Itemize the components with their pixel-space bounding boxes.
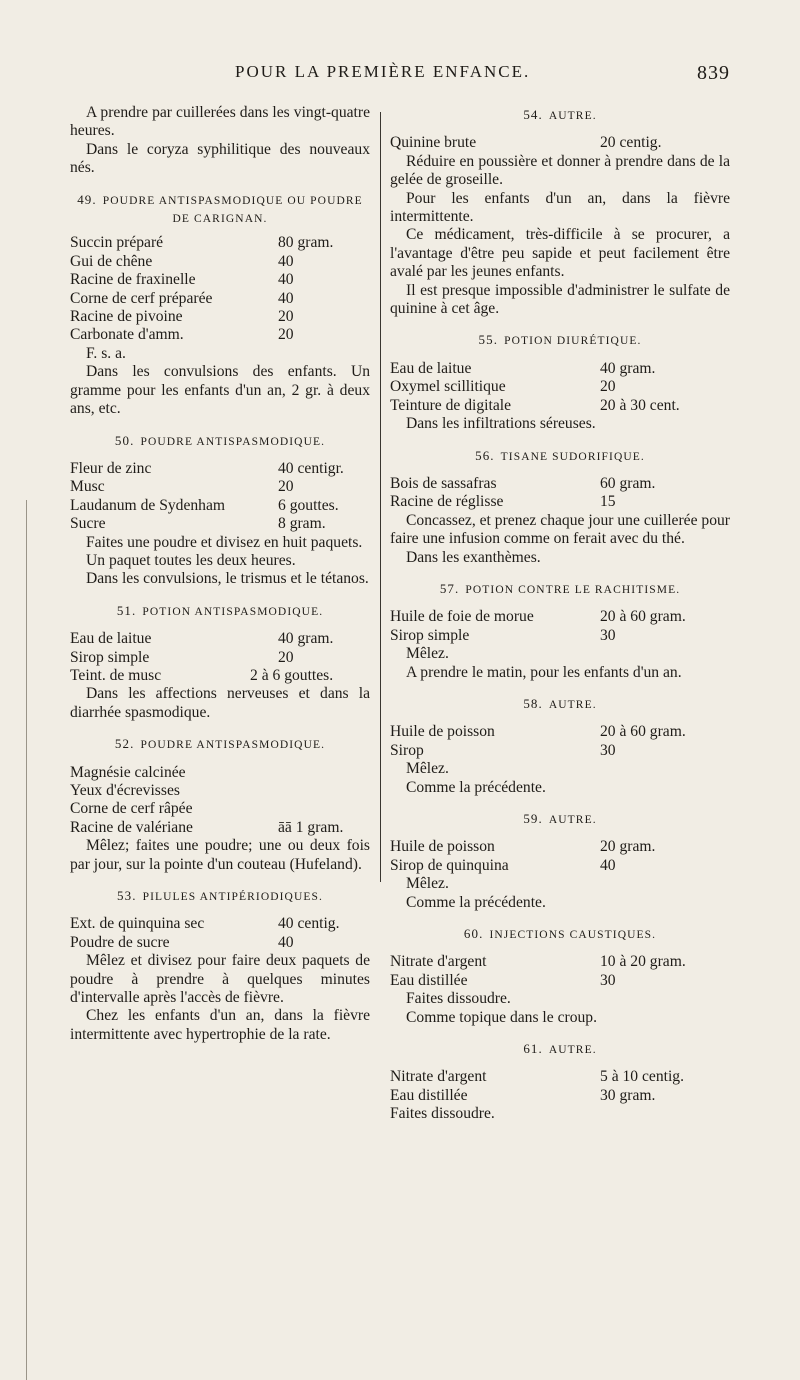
ingredient-row: Nitrate d'argent 10 à 20 gram. xyxy=(390,953,686,971)
ingredient-row: Eau distillée 30 xyxy=(390,971,616,989)
ingredient-row: Huile de foie de morue 20 à 60 gram. xyxy=(390,608,686,626)
instruction: Comme topique dans le croup. xyxy=(406,1008,597,1026)
paragraph: Mêlez et divisez pour faire deux paquets de poudre à prendre à quelques minutes d'intervalle après l'accès de fièvre. xyxy=(70,952,370,1007)
paragraph: Concassez, et prenez chaque jour une cuillerée pour faire une infusion comme on ferait avec du thé. xyxy=(390,511,730,548)
formula-title: 50. POUDRE ANTISPASMODIQUE. xyxy=(114,432,326,448)
ingredient-list xyxy=(70,630,370,685)
instruction: Mêlez. xyxy=(406,760,449,778)
ingredient-row: Huile de poisson 20 à 60 gram. xyxy=(390,723,686,741)
formula-title: 49. POUDRE ANTISPASMODIQUE OU POUDRE DE CARIGNAN. xyxy=(77,191,363,226)
formula-61 xyxy=(390,1040,730,1124)
ingredient-row: Corne de cerf râpée xyxy=(70,800,193,818)
formula-title: 59. AUTRE. xyxy=(523,811,597,826)
paragraph: Pour les enfants d'un an, dans la fièvre intermittente. xyxy=(390,189,730,226)
column-divider xyxy=(380,112,381,882)
page-edge-line xyxy=(26,500,27,1380)
ingredient-row: Nitrate d'argent 5 à 10 centig. xyxy=(390,1068,685,1086)
paragraph: A prendre le matin, pour les enfants d'un an. xyxy=(406,663,682,681)
ingredient-row: Bois de sassafras 60 gram. xyxy=(390,474,656,492)
ingredient-list xyxy=(70,764,370,838)
ingredient-list xyxy=(390,838,730,875)
ingredient-row: Gui de chêne 40 xyxy=(70,252,294,270)
instruction: Comme la précédente. xyxy=(406,893,546,911)
paragraph: Ce médicament, très-difficile à se procurer, a l'avantage d'être peu sapide et peut facilement être avalé par les jeunes enfants. xyxy=(390,226,730,281)
formula-title: 60. INJECTIONS CAUSTIQUES. xyxy=(463,926,657,942)
ingredient-row: Racine de réglisse 15 xyxy=(390,493,616,511)
paragraph: Il est presque impossible d'administrer le sulfate de quinine à cet âge. xyxy=(390,281,730,318)
ingredient-list xyxy=(70,234,370,344)
formula-50 xyxy=(70,432,370,589)
ingredient-row: Sirop 30 xyxy=(390,741,616,759)
ingredient-list xyxy=(390,608,730,645)
ingredient-row: Ext. de quinquina sec 40 centig. xyxy=(70,915,340,933)
paragraph: Dans les convulsions, le trismus et le tétanos. xyxy=(86,570,369,588)
paragraph: Un paquet toutes les deux heures. xyxy=(86,551,296,569)
formula-title: 55. POTION DIURÉTIQUE. xyxy=(478,332,642,348)
formula-54 xyxy=(390,106,730,318)
formula-title: 54. AUTRE. xyxy=(523,107,597,122)
ingredient-row: Teinture de digitale 20 à 30 cent. xyxy=(390,396,680,414)
ingredient-row: Racine de valériane āā 1 gram. xyxy=(70,818,344,836)
page-number: 839 xyxy=(697,62,730,84)
paragraph: Dans les convulsions des enfants. Un gramme pour les enfants d'un an, 2 gr. à deux ans, etc. xyxy=(70,363,370,418)
formula-title: 58. AUTRE. xyxy=(523,695,597,711)
ingredient-row: Yeux d'écrevisses xyxy=(70,782,180,799)
instruction: Faites dissoudre. xyxy=(406,990,511,1008)
ingredient-list xyxy=(390,1068,730,1105)
formula-56 xyxy=(390,447,730,567)
formula-55 xyxy=(390,331,730,433)
ingredient-row: Racine de fraxinelle 40 xyxy=(70,271,294,289)
page-header xyxy=(70,62,730,92)
formula-52 xyxy=(70,735,370,874)
ingredient-row: Sirop de quinquina 40 xyxy=(390,856,616,874)
instruction: F. s. a. xyxy=(86,344,126,362)
ingredient-list xyxy=(390,475,730,512)
paragraph: Réduire en poussière et donner à prendre dans de la gelée de groseille. xyxy=(390,152,730,189)
formula-51 xyxy=(70,602,370,722)
paragraph: Mêlez; faites une poudre; une ou deux fois par jour, sur la pointe d'un couteau (Hufeland). xyxy=(70,837,370,873)
ingredient-list xyxy=(390,360,730,415)
formula-title: 57. POTION CONTRE LE RACHITISME. xyxy=(439,580,681,596)
instruction: Faites dissoudre. xyxy=(390,1105,495,1123)
formula-57 xyxy=(390,580,730,682)
formula-60 xyxy=(390,925,730,1027)
formula-title: 51. POTION ANTISPASMODIQUE. xyxy=(116,602,324,618)
ingredient-row: Musc 20 xyxy=(70,478,294,496)
formula-58 xyxy=(390,695,730,797)
ingredient-row: Poudre de sucre 40 xyxy=(70,933,294,951)
instruction: Mêlez. xyxy=(406,875,449,893)
formula-49 xyxy=(70,191,370,419)
ingredient-row: Quinine brute 20 centig. xyxy=(390,134,662,152)
paragraph: Faites une poudre et divisez en huit paquets. xyxy=(86,533,363,551)
ingredient-row: Laudanum de Sydenham 6 gouttes. xyxy=(70,496,339,514)
ingredient-row: Sucre 8 gram. xyxy=(70,515,326,533)
formula-title: 61. AUTRE. xyxy=(523,1041,597,1057)
ingredient-row: Eau de laitue 40 gram. xyxy=(70,630,334,648)
paragraph: Chez les enfants d'un an, dans la fièvre intermittente avec hypertrophie de la rate. xyxy=(70,1007,370,1043)
instruction: Mêlez. xyxy=(406,645,449,663)
ingredient-list xyxy=(390,134,730,152)
formula-title: 52. POUDRE ANTISPASMODIQUE. xyxy=(114,736,326,752)
ingredient-row: Eau de laitue 40 gram. xyxy=(390,359,656,377)
ingredient-row: Fleur de zinc 40 centigr. xyxy=(70,459,344,477)
formula-title: 56. TISANE SUDORIFIQUE. xyxy=(475,447,645,463)
right-column xyxy=(390,104,730,1124)
ingredient-row: Sirop simple 30 xyxy=(390,626,616,644)
ingredient-row: Huile de poisson 20 gram. xyxy=(390,838,656,856)
running-head: POUR LA PREMIÈRE ENFANCE. xyxy=(235,62,531,81)
ingredient-row: Teint. de musc 2 à 6 gouttes. xyxy=(70,666,334,684)
ingredient-row: Carbonate d'amm. 20 xyxy=(70,326,294,344)
left-column xyxy=(70,104,370,1044)
ingredient-row: Oxymel scillitique 20 xyxy=(390,378,616,396)
ingredient-list xyxy=(70,460,370,534)
paragraph: Dans les infiltrations séreuses. xyxy=(406,415,596,433)
ingredient-row: Succin préparé 80 gram. xyxy=(70,234,334,252)
ingredient-row: Corne de cerf préparée 40 xyxy=(70,289,294,307)
ingredient-row: Sirop simple 20 xyxy=(70,648,294,666)
paragraph: A prendre par cuillerées dans les vingt-quatre heures. xyxy=(70,104,370,140)
ingredient-row: Racine de pivoine 20 xyxy=(70,308,294,326)
paragraph: Dans les exanthèmes. xyxy=(406,548,541,566)
formula-59 xyxy=(390,810,730,912)
ingredient-row: Eau distillée 30 gram. xyxy=(390,1086,656,1104)
formula-53 xyxy=(70,887,370,1044)
instruction: Comme la précédente. xyxy=(406,778,546,796)
ingredient-list xyxy=(390,723,730,760)
formula-title: 53. PILULES ANTIPÉRIODIQUES. xyxy=(117,888,323,904)
paragraph: Dans le coryza syphilitique des nouveaux nés. xyxy=(70,140,370,177)
paragraph: Dans les affections nerveuses et dans la diarrhée spasmodique. xyxy=(70,685,370,721)
ingredient-list xyxy=(390,953,730,990)
ingredient-list xyxy=(70,915,370,952)
ingredient-row: Magnésie calcinée xyxy=(70,763,186,781)
